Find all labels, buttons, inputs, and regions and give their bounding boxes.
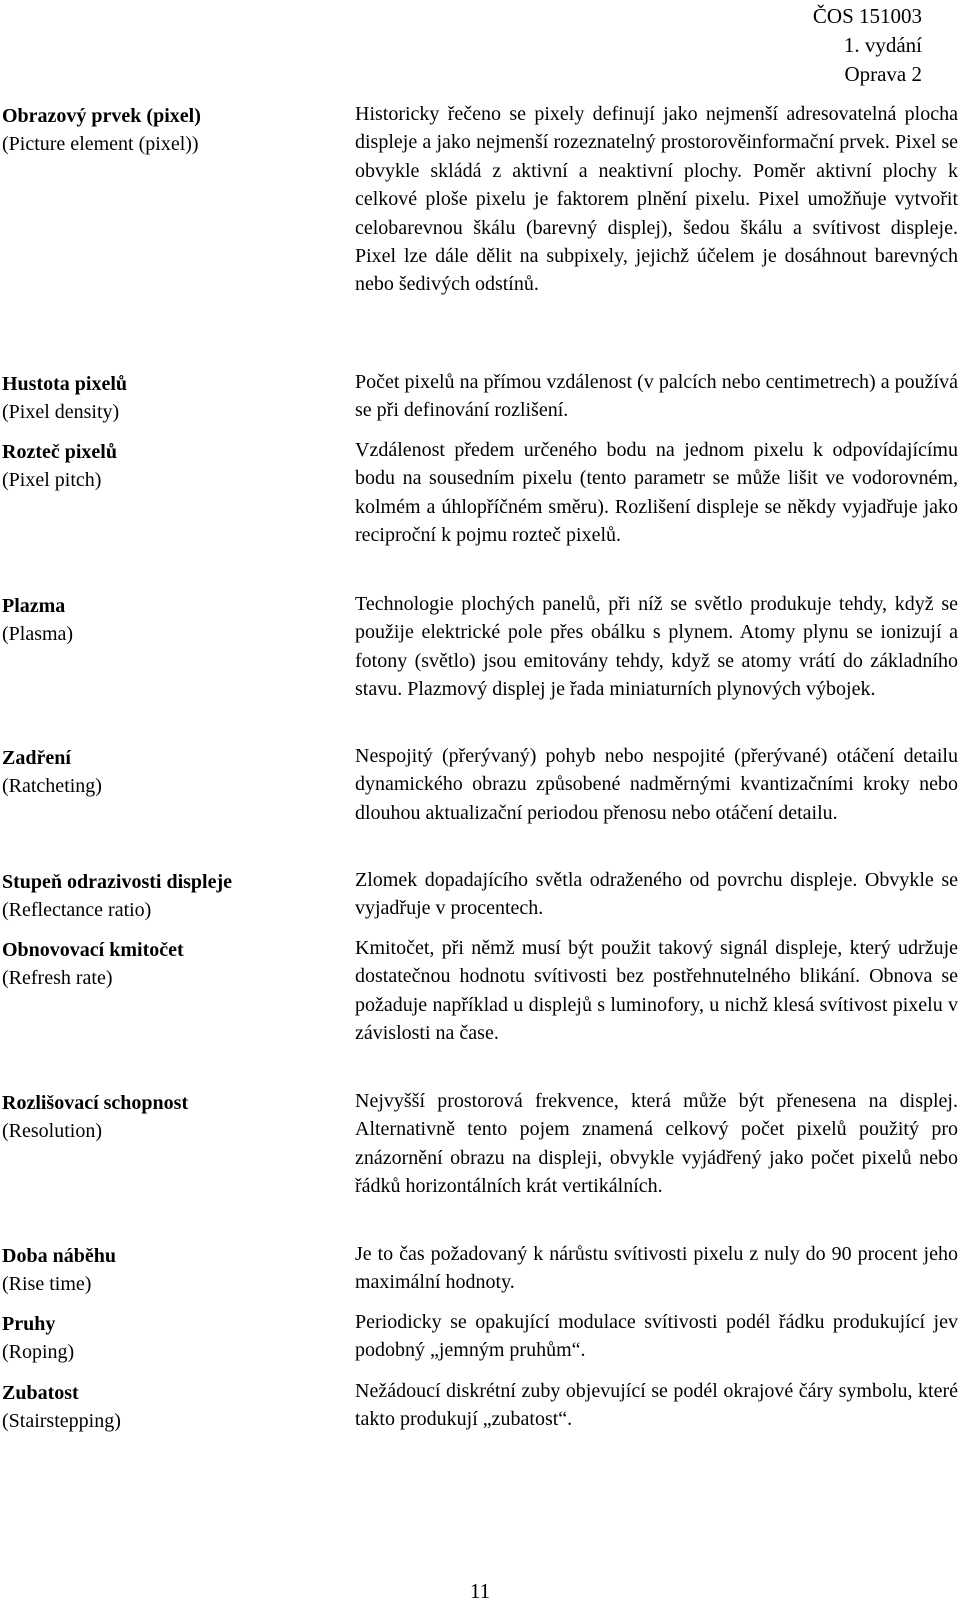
term-english: (Ratcheting) xyxy=(2,775,102,797)
term xyxy=(2,102,332,158)
term-czech: Doba náběhu xyxy=(2,1245,116,1267)
definition: Počet pixelů na přímou vzdálenost (v palcích nebo centimetrech) a používá se při definování rozlišení. xyxy=(355,371,958,422)
standard-number: ČOS 151003 xyxy=(812,4,922,28)
term xyxy=(2,1310,332,1366)
edition-label: 1. vydání xyxy=(843,33,922,57)
definition: Nežádoucí diskrétní zuby objevující se podél okrajové čáry symbolu, které takto produkují „zubatost“. xyxy=(355,1380,958,1431)
term xyxy=(2,1089,332,1145)
definition: Kmitočet, při němž musí být použit takový signál displeje, který udržuje dostatečnou hodnotu svítivosti bez postřehnutelného blikání. Obnova se požaduje například u displejů s luminofory, u nichž klesá svítivost pixelu v závislosti na čase. xyxy=(355,937,958,1045)
amendment-label: Oprava 2 xyxy=(844,62,922,86)
term xyxy=(2,868,332,924)
term xyxy=(2,744,332,800)
page-number: 11 xyxy=(469,1579,491,1603)
term-english: (Resolution) xyxy=(2,1120,102,1142)
term-english: (Refresh rate) xyxy=(2,967,113,989)
term-english: (Roping) xyxy=(2,1341,75,1363)
term-english: (Picture element (pixel)) xyxy=(2,133,199,155)
term-english: (Stairstepping) xyxy=(2,1410,121,1432)
term-english: (Rise time) xyxy=(2,1273,92,1295)
term xyxy=(2,1242,332,1298)
term xyxy=(2,936,332,992)
term xyxy=(2,1379,332,1435)
term-czech: Pruhy xyxy=(2,1313,56,1335)
term xyxy=(2,592,332,648)
term-english: (Plasma) xyxy=(2,623,74,645)
term-english: (Pixel density) xyxy=(2,401,120,423)
term-english: (Pixel pitch) xyxy=(2,469,102,491)
definition: Zlomek dopadajícího světla odraženého od povrchu displeje. Obvykle se vyjadřuje v procentech. xyxy=(355,869,958,920)
term-czech: Rozlišovací schopnost xyxy=(2,1092,189,1114)
term-czech: Zubatost xyxy=(2,1382,79,1404)
term-czech: Obrazový prvek (pixel) xyxy=(2,105,201,127)
term-czech: Obnovovací kmitočet xyxy=(2,939,184,961)
term xyxy=(2,438,332,494)
term xyxy=(2,370,332,426)
definition: Nespojitý (přerývaný) pohyb nebo nespojité (přerývané) otáčení detailu dynamického obrazu způsobené nadměrnými kvantizačními kroky nebo dlouhou aktualizační periodou přenosu nebo otáčení detailu. xyxy=(355,745,958,824)
definition: Nejvyšší prostorová frekvence, která může být přenesena na displej. Alternativně tento pojem znamená celkový počet pixelů použitý pro znázornění obrazu na displeji, obvykle vyjádřený jako počet pixelů nebo řádků horizontálních krát vertikálních. xyxy=(355,1090,958,1198)
definition: Periodicky se opakující modulace svítivosti podél řádku produkující jev podobný „jemným pruhům“. xyxy=(355,1311,958,1362)
term-english: (Reflectance ratio) xyxy=(2,899,152,921)
term-czech: Plazma xyxy=(2,595,66,617)
definition: Je to čas požadovaný k nárůstu svítivosti pixelu z nuly do 90 procent jeho maximální hodnoty. xyxy=(355,1243,958,1294)
term-czech: Stupeň odrazivosti displeje xyxy=(2,871,233,893)
document-header xyxy=(813,2,922,89)
definition: Vzdálenost předem určeného bodu na jednom pixelu k odpovídajícímu bodu na sousedním pixelu (tento parametr se může lišit ve vodorovném, kolmém a úhlopříčném směru). Rozlišení displeje se někdy vyjadřuje jako reciproční k pojmu rozteč pixelů. xyxy=(355,439,958,547)
term-czech: Hustota pixelů xyxy=(2,373,128,395)
term-czech: Rozteč pixelů xyxy=(2,441,117,463)
term-czech: Zadření xyxy=(2,747,71,769)
definition: Technologie plochých panelů, při níž se světlo produkuje tehdy, když se použije elektrické pole přes obálku s plynem. Atomy plynu se ionizují a fotony (světlo) jsou emitovány tehdy, když se atomy vrátí do základního stavu. Plazmový displej je řada miniaturních plynových výbojek. xyxy=(355,593,958,701)
definition: Historicky řečeno se pixely definují jako nejmenší adresovatelná plocha displeje a jako nejmenší rozeznatelný prostorověinformační prvek. Pixel se obvykle skládá z aktivní a neaktivní plochy. Poměr aktivní plochy k celkové ploše pixelu je faktorem plnění pixelu. Pixel umožňuje vytvořit celobarevnou škálu (barevný displej), šedou škálu a svítivost displeje. Pixel lze dále dělit na subpixely, jejichž účelem je dosáhnout barevných nebo šedivých odstínů. xyxy=(355,103,958,296)
